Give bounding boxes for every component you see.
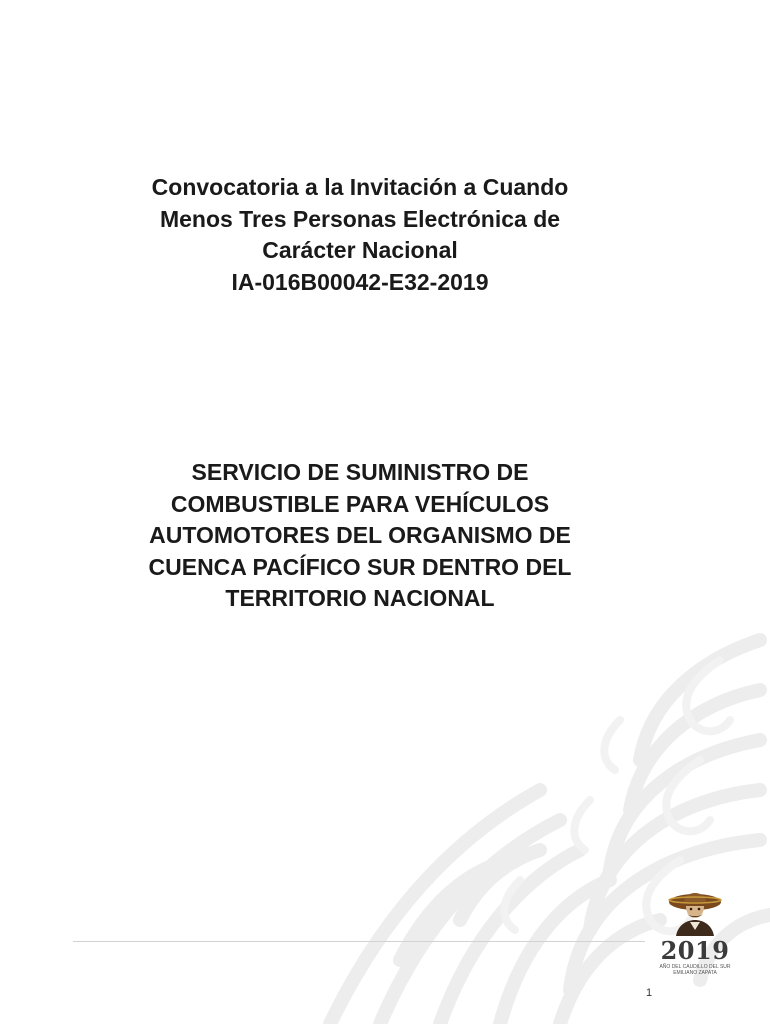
footer-divider bbox=[73, 941, 645, 942]
title-line: Convocatoria a la Invitación a Cuando bbox=[151, 174, 569, 200]
emiliano-zapata-2019-logo bbox=[654, 884, 736, 992]
subject-line: TERRITORIO NACIONAL bbox=[225, 585, 495, 611]
logo-caption: AÑO DEL CAUDILLO DEL SUR EMILIANO ZAPATA bbox=[659, 964, 731, 976]
title-line: Menos Tres Personas Electrónica de bbox=[159, 205, 561, 232]
subject-line: CUENCA PACÍFICO SUR DENTRO DEL bbox=[148, 553, 572, 580]
logo-year: 2019 bbox=[660, 936, 730, 965]
subject-line: COMBUSTIBLE PARA VEHÍCULOS bbox=[170, 490, 550, 517]
page-number: 1 bbox=[646, 987, 653, 999]
document-title bbox=[60, 172, 660, 298]
document-reference-number: IA-016B00042-E32-2019 bbox=[231, 268, 489, 295]
subject-line: AUTOMOTORES DEL ORGANISMO DE bbox=[149, 522, 571, 548]
title-line: Carácter Nacional bbox=[262, 237, 458, 263]
portrait-icon bbox=[654, 884, 736, 938]
document-subject bbox=[60, 457, 660, 615]
subject-line: SERVICIO DE SUMINISTRO DE bbox=[191, 459, 529, 485]
